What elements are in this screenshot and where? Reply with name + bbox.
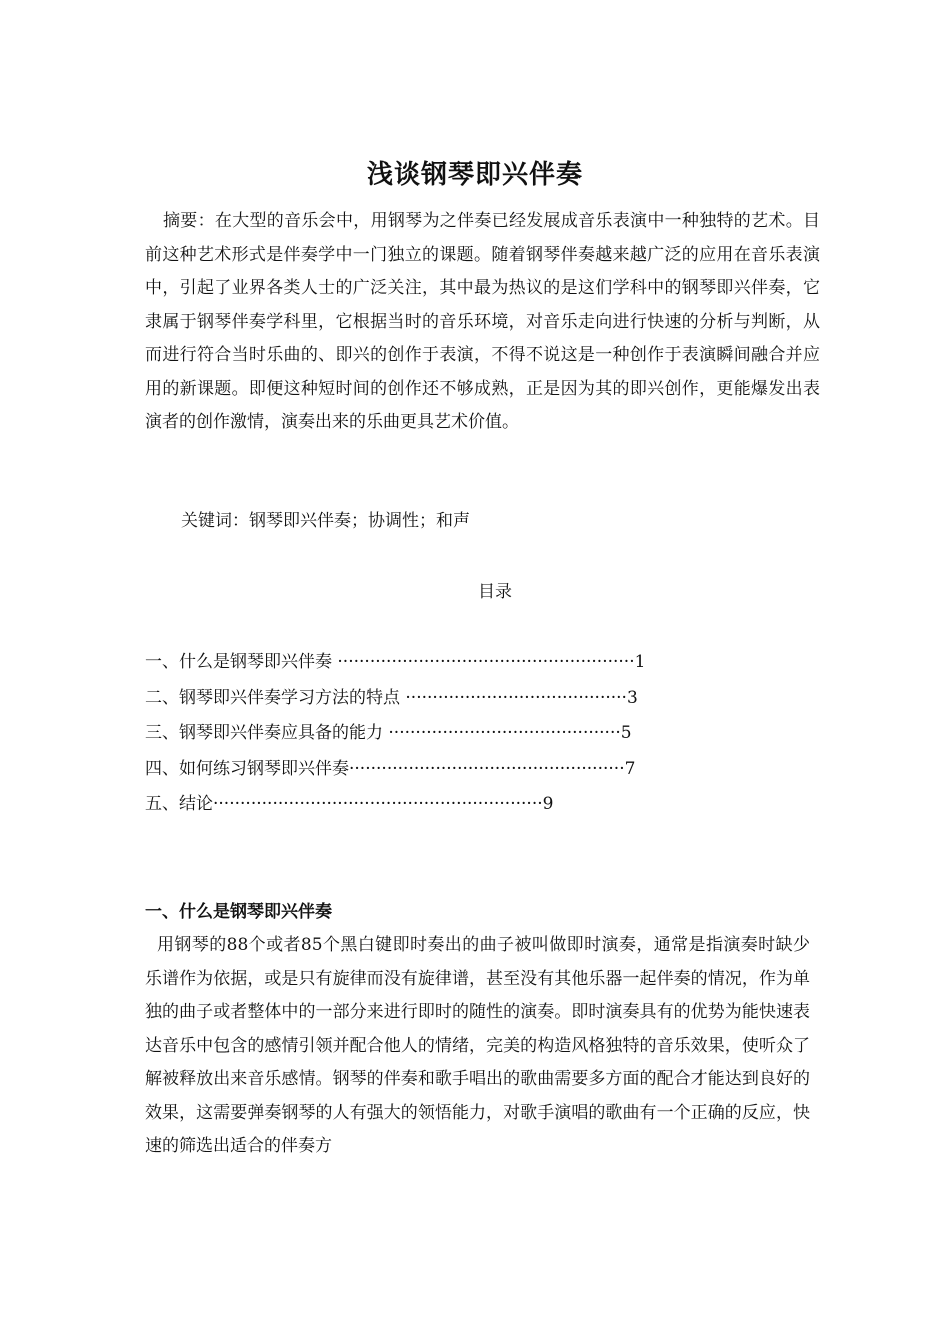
toc-leader-dots: ·········································: [405, 687, 627, 708]
toc-leader-dots: ···········································: [388, 723, 621, 743]
section-paragraph: 用钢琴的88个或者85个黑白键即时奏出的曲子被叫做即时演奏，通常是指演奏时缺少乐谱作为依据，或是只有旋律而没有旋律谱，甚至没有其他乐器一起伴奏的情况，作为单独的曲子或者整体中的一部分来进行即时的随性的演奏。即时演奏具有的优势为能快速表达音乐中包含的感情引领并配合他人的情绪，完美的构造风格独特的音乐效果，使听众了解被释放出来音乐感情。钢琴的伴奏和歌手唱出的歌曲需要多方面的配合才能达到良好的效果，这需要弹奏钢琴的人有强大的领悟能力，对歌手演唱的歌曲有一个正确的反应，快速的筛选出适合的伴奏方: [145, 935, 810, 1156]
toc-item-page: 1: [634, 652, 646, 672]
toc-title: 目录: [478, 582, 512, 602]
toc-leader-dots: ·······················································: [337, 652, 635, 672]
toc-item-label: 五、结论: [145, 794, 213, 814]
abstract-paragraph: 摘要：在大型的音乐会中，用钢琴为之伴奏已经发展成音乐表演中一种独特的艺术。目前这种艺术形式是伴奏学中一门独立的课题。随着钢琴伴奏越来越广泛的应用在音乐表演中，引起了业界各类人士的广泛关注，其中最为热议的是这们学科中的钢琴即兴伴奏，它隶属于钢琴伴奏学科里，它根据当时的音乐环境，对音乐走向进行快速的分析与判断，从而进行符合当时乐曲的、即兴的创作于表演，不得不说这是一种创作于表演瞬间融合并应用的新课题。即便这种短时间的创作还不够成熟，正是因为其的即兴创作，更能爆发出表演者的创作激情，演奏出来的乐曲更具艺术价值。: [145, 211, 820, 432]
toc-item-label: 二、钢琴即兴伴奏学习方法的特点: [145, 687, 406, 708]
toc-item-page: 7: [624, 758, 636, 779]
toc-item-page: 5: [620, 723, 632, 743]
document-title: 浅谈钢琴即兴伴奏: [366, 160, 583, 190]
toc-item[interactable]: [145, 752, 785, 788]
toc-leader-dots: ···················································: [349, 758, 625, 779]
toc-item-label: 三、钢琴即兴伴奏应具备的能力: [145, 723, 389, 743]
toc-item[interactable]: [145, 787, 785, 823]
toc-item-label: 四、如何练习钢琴即兴伴奏: [145, 758, 349, 779]
toc-item-page: 9: [542, 794, 554, 814]
toc-leader-dots: ·····························································: [213, 794, 543, 814]
section-heading: 一、什么是钢琴即兴伴奏: [145, 902, 332, 922]
toc-item-label: 一、什么是钢琴即兴伴奏: [145, 652, 338, 672]
table-of-contents: [145, 645, 785, 823]
toc-item[interactable]: [145, 681, 785, 717]
keywords-line: 关键词：钢琴即兴伴奏；协调性；和声: [181, 511, 470, 531]
toc-item[interactable]: [145, 645, 785, 681]
toc-item[interactable]: [145, 716, 785, 752]
toc-item-page: 3: [626, 687, 638, 708]
